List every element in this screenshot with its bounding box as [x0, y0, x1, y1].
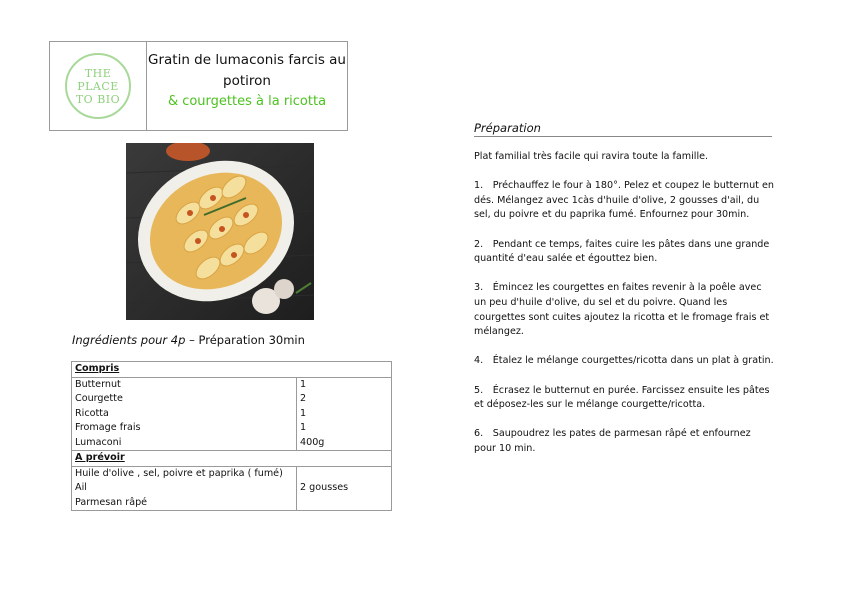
- ingredient-name: Ail: [75, 482, 87, 493]
- ingredient-name: Lumaconi: [75, 436, 122, 448]
- preparation-text: [474, 150, 774, 471]
- recipe-header: [49, 41, 348, 131]
- section-row-to-plan: [72, 451, 392, 467]
- preparation-step-4: 4. Étalez le mélange courgettes/ricotta dans un plat à gratin.: [474, 355, 774, 367]
- preparation-step-2: 2. Pendant ce temps, faites cuire les pâtes dans une grande quantité d'eau salée et égouttez bien.: [474, 238, 770, 265]
- table-row: [72, 466, 392, 511]
- ingredient-qty: 2: [300, 393, 307, 404]
- included-names-cell: [72, 377, 297, 451]
- to-plan-qty-cell: [297, 466, 392, 511]
- preparation-step-3: 3. Émincez les courgettes en faites revenir à la poêle avec un peu d'huile d'olive, du sel et du poivre. Quand les courgettes sont cuites ajoutez la ricotta et le fromage frais et mélangez.: [474, 282, 770, 338]
- table-row: [72, 377, 392, 451]
- recipe-title: Gratin de lumaconis farcis au potiron: [148, 52, 346, 89]
- section-row-included: [72, 362, 392, 378]
- title-cell: [147, 42, 347, 130]
- preparation-step-5: 5. Écrasez le butternut en purée. Farcissez ensuite les pâtes et déposez-les sur le mélange courgette/ricotta.: [474, 384, 770, 411]
- ingredient-qty: 2 gousses: [300, 482, 349, 493]
- the-place-to-bio-logo: [65, 53, 131, 119]
- ingredient-qty: 1: [300, 407, 307, 419]
- included-label: Compris: [72, 362, 392, 378]
- preparation-heading: Préparation: [474, 121, 772, 137]
- ingredients-table: [71, 361, 392, 511]
- to-plan-label: A prévoir: [72, 451, 392, 467]
- recipe-subtitle: & courgettes à la ricotta: [167, 94, 327, 109]
- gratin-photo: [126, 143, 314, 320]
- ingredient-qty: 1: [300, 422, 307, 433]
- ingredient-qty: 400g: [300, 436, 325, 448]
- ingredients-heading: [72, 333, 305, 347]
- preparation-intro: Plat familial très facile qui ravira toute la famille.: [474, 151, 709, 162]
- ingredient-name: Fromage frais: [75, 422, 141, 433]
- to-plan-names-cell: [72, 466, 297, 511]
- logo-cell: [50, 42, 147, 130]
- logo-line-1: THE PLACE: [77, 66, 119, 93]
- ingredient-qty: 1: [300, 378, 307, 390]
- preparation-step-1: 1. Préchauffez le four à 180°. Pelez et coupez le butternut en dés. Mélangez avec 1càs d'huile d'olive, 2 gousses d'ail, du sel, du poivre et du paprika fumé. Enfournez pour 30min.: [474, 180, 774, 221]
- ingredient-qty: [300, 496, 388, 511]
- ingredient-name: Courgette: [75, 393, 123, 404]
- ingredient-qty: [300, 467, 388, 482]
- included-qty-cell: [297, 377, 392, 451]
- ingredients-heading-italic: Ingrédients pour 4p: [72, 333, 186, 347]
- ingredient-name: Ricotta: [75, 407, 109, 419]
- ingredient-name: Butternut: [75, 378, 121, 390]
- preparation-step-6: 6. Saupoudrez les pates de parmesan râpé et enfournez pour 10 min.: [474, 428, 751, 454]
- logo-line-2: TO BIO: [75, 92, 121, 106]
- ingredient-name: Parmesan râpé: [75, 496, 148, 508]
- ingredients-heading-time: – Préparation 30min: [185, 333, 305, 347]
- ingredient-name: Huile d'olive , sel, poivre et paprika ( fumé): [75, 467, 283, 479]
